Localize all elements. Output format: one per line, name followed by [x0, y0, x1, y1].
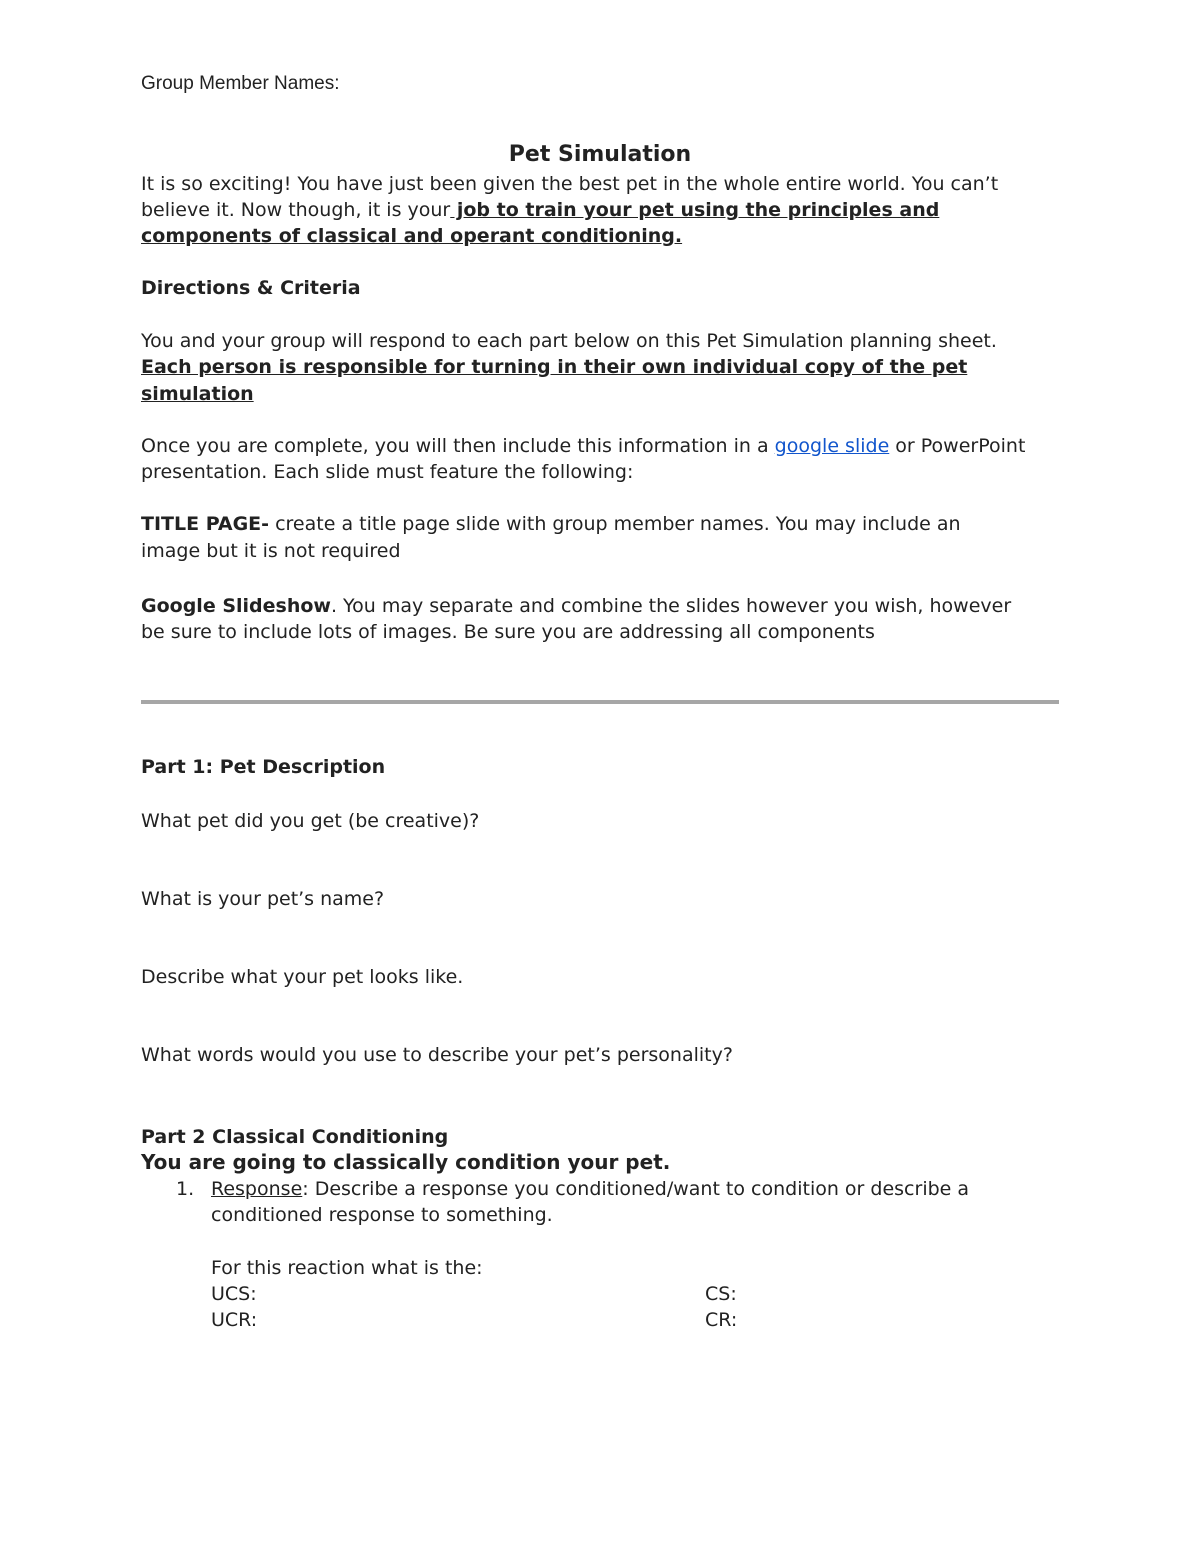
slideshow-instruction-line-2: be sure to include lots of images. Be sure you are addressing all components: [141, 621, 875, 643]
intro-line-1: It is so exciting! You have just been given the best pet in the whole entire world. You can’t: [141, 173, 999, 195]
cs-label: CS:: [705, 1283, 737, 1305]
paragraph-2-tail: or PowerPoint: [889, 435, 1026, 457]
slideshow-instruction: [141, 593, 1011, 619]
section-divider: [141, 700, 1059, 704]
part-2-heading: Part 2 Classical Conditioning: [141, 1126, 449, 1148]
part-2-subheading: You are going to classically condition your pet.: [141, 1150, 671, 1174]
list-number: 1.: [176, 1178, 195, 1200]
responsibility-note-line-2: simulation: [141, 383, 254, 405]
slideshow-label: Google Slideshow: [141, 595, 331, 617]
response-item: [211, 1176, 969, 1202]
intro-emphasis-2: components of classical and operant conditioning.: [141, 225, 683, 247]
group-member-names-label: Group Member Names:: [141, 73, 340, 94]
intro-line-2: [141, 197, 939, 223]
response-item-line-2: conditioned response to something.: [211, 1204, 553, 1226]
question-pet-personality: What words would you use to describe your pet’s personality?: [141, 1044, 733, 1066]
directions-paragraph-2-line-2: presentation. Each slide must feature the following:: [141, 461, 634, 483]
response-label: Response: [211, 1178, 303, 1200]
directions-heading: Directions & Criteria: [141, 277, 361, 299]
title-page-instruction-line-2: image but it is not required: [141, 540, 401, 562]
question-pet-appearance: Describe what your pet looks like.: [141, 966, 464, 988]
title-page-label: TITLE PAGE-: [141, 513, 270, 535]
title-page-text: create a title page slide with group member names. You may include an: [269, 513, 961, 535]
cr-label: CR:: [705, 1309, 738, 1331]
title-page-instruction: [141, 511, 961, 537]
directions-paragraph-1: You and your group will respond to each part below on this Pet Simulation planning sheet.: [141, 330, 997, 352]
question-pet-name: What is your pet’s name?: [141, 888, 385, 910]
intro-plain-text: believe it. Now though, it is your: [141, 199, 451, 221]
google-slide-link[interactable]: google slide: [774, 435, 890, 457]
ucr-label: UCR:: [211, 1309, 258, 1331]
part-1-heading: Part 1: Pet Description: [141, 756, 386, 778]
responsibility-note-line-1: Each person is responsible for turning in their own individual copy of the pet: [141, 356, 968, 378]
directions-paragraph-2: [141, 433, 1025, 459]
question-pet-type: What pet did you get (be creative)?: [141, 810, 480, 832]
response-text: : Describe a response you conditioned/want to condition or describe a: [302, 1178, 970, 1200]
intro-emphasis-1: job to train your pet using the principles and: [450, 199, 940, 221]
paragraph-2-lead: Once you are complete, you will then include this information in a: [141, 435, 775, 457]
reaction-prompt: For this reaction what is the:: [211, 1257, 483, 1279]
page-title: Pet Simulation: [508, 142, 692, 167]
slideshow-text: . You may separate and combine the slides however you wish, however: [330, 595, 1012, 617]
ucs-label: UCS:: [211, 1283, 257, 1305]
